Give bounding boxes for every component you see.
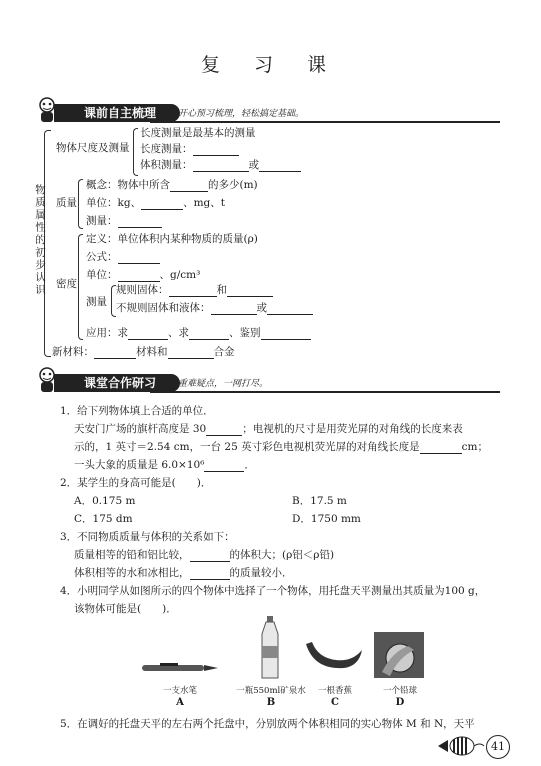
q4-stem2: 该物体可能是( )． <box>74 603 177 615</box>
answer-blank[interactable] <box>118 252 160 264</box>
q3-l1b: 的体积大；(ρ铝＜ρ铅) <box>229 549 335 561</box>
item-letter-c[interactable]: C <box>331 697 339 708</box>
section-banner-preview <box>40 104 500 124</box>
size-line3-text: 体积测量： <box>140 159 193 171</box>
page-number-text: 41 <box>491 740 505 753</box>
answer-blank[interactable] <box>128 328 168 340</box>
item-label-b: 一瓶550ml矿泉水 <box>236 686 306 696</box>
page-number <box>486 735 510 759</box>
answer-blank[interactable] <box>118 216 162 228</box>
q4-stem: 4．小明同学从如图所示的四个物体中选择了一个物体，用托盘天平测量出其质量为100 g， <box>60 585 486 597</box>
section-banner-label: 课堂合作研习 <box>54 374 180 392</box>
mass-unit-a: 单位：kg、 <box>86 197 142 209</box>
density-formula <box>86 250 160 264</box>
answer-blank[interactable] <box>227 285 273 297</box>
q3-l2b: 的质量较小． <box>229 567 293 579</box>
q3-l1a: 质量相等的铅和铝比较， <box>74 549 190 561</box>
item-label-d: 一个铅球 <box>382 686 417 696</box>
banana-image <box>304 640 364 674</box>
measure-solid <box>116 283 273 297</box>
q1-l2b: cm； <box>461 441 488 453</box>
item-letter-b[interactable]: B <box>266 697 276 708</box>
q5-stem: 5．在调好的托盘天平的左右两个托盘中，分别放两个体积相同的实心物体 M 和 N，天平 <box>60 718 475 730</box>
new-material-b: 材料和 <box>136 346 168 358</box>
answer-blank[interactable] <box>190 550 230 562</box>
q2-stem: 2．某学生的身高可能是( )． <box>60 477 212 489</box>
q1-line1 <box>74 422 463 436</box>
answer-blank[interactable] <box>261 328 311 340</box>
page-number-decoration <box>432 734 512 758</box>
measure-irregular <box>116 301 313 315</box>
measure-solid-and: 和 <box>216 284 227 296</box>
q2-option-c[interactable]: C．175 dm <box>74 513 133 525</box>
item-label-a: 一支水笔 <box>162 686 197 696</box>
answer-blank[interactable] <box>168 347 214 359</box>
q3-line2 <box>74 566 293 580</box>
mass-unit-b: 、mg、t <box>183 197 225 209</box>
q1-line3 <box>74 458 255 472</box>
size-line3 <box>140 158 301 172</box>
measure-irregular-or: 或 <box>256 302 267 314</box>
item-letter-d[interactable]: D <box>395 697 405 708</box>
q2-option-d[interactable]: D．1750 mm <box>292 513 361 525</box>
density-label: 密度 <box>56 278 77 290</box>
answer-blank[interactable] <box>169 285 217 297</box>
pen-image <box>140 660 220 674</box>
q1-l1b: ；电视机的尺寸是用荧光屏的对角线的长度来表 <box>242 423 463 435</box>
answer-blank[interactable] <box>118 270 160 282</box>
item-letter-a[interactable]: A <box>176 697 184 708</box>
density-apply-a: 应用：求 <box>86 327 128 339</box>
q2-option-b[interactable]: B．17.5 m <box>292 495 347 507</box>
answer-blank[interactable] <box>193 144 239 156</box>
q3-stem: 3．不同物质质量与体积的关系如下： <box>60 531 235 543</box>
density-unit <box>86 268 200 282</box>
answer-blank[interactable] <box>206 424 242 436</box>
size-line2-text: 长度测量： <box>140 143 193 155</box>
page-title: 复 习 课 <box>200 54 341 76</box>
new-material <box>52 345 235 359</box>
q1-l1a: 天安门广场的旗杆高度是 30 <box>74 423 207 435</box>
density-unit-b: 、g/cm³ <box>159 269 201 281</box>
item-label-c: 一根香蕉 <box>317 686 352 696</box>
answer-blank[interactable] <box>259 160 301 172</box>
mass-concept-a: 概念：物体中所含 <box>86 179 170 191</box>
size-brace <box>133 128 138 176</box>
mass-concept-b: 的多少(m) <box>208 179 258 191</box>
q1-line2 <box>74 440 488 454</box>
root-label: 物质属性的初步认识 <box>34 184 46 297</box>
mass-brace <box>78 179 83 229</box>
size-line2 <box>140 142 239 156</box>
mass-measure <box>86 214 162 228</box>
section-tagline: 重难疑点，一网打尽。 <box>178 379 269 389</box>
measure-solid-a: 规则固体： <box>116 284 169 296</box>
q3-line1 <box>74 548 334 562</box>
q1-stem: 1．给下列物体填上合适的单位． <box>60 405 214 417</box>
answer-blank[interactable] <box>204 460 244 472</box>
q3-l2a: 体积相等的水和冰相比， <box>74 567 190 579</box>
q1-l3a: 一头大象的质量是 6.0×10⁶ <box>74 459 205 471</box>
q1-l3b: ． <box>244 459 255 471</box>
mass-measure-text: 测量： <box>86 215 118 227</box>
answer-blank[interactable] <box>193 160 249 172</box>
measure-irregular-a: 不规则固体和液体： <box>116 302 211 314</box>
q2-option-a[interactable]: A．0.175 m <box>74 495 136 507</box>
answer-blank[interactable] <box>267 303 313 315</box>
section-divider <box>150 121 500 123</box>
answer-blank[interactable] <box>94 347 136 359</box>
mass-label: 质量 <box>56 197 77 209</box>
new-material-a: 新材料： <box>52 346 94 358</box>
or-text: 或 <box>248 159 259 171</box>
q1-l2a: 示的，1 英寸＝2.54 cm，一台 25 英寸彩色电视机荧光屏的对角线长度是 <box>74 441 420 453</box>
size-line1: 长度测量是最基本的测量 <box>140 127 256 139</box>
answer-blank[interactable] <box>170 180 208 192</box>
density-unit-a: 单位： <box>86 269 118 281</box>
answer-blank[interactable] <box>141 198 183 210</box>
water-bottle-image <box>259 616 281 680</box>
density-def: 定义：单位体积内某种物质的质量(ρ) <box>86 233 258 245</box>
section-tagline: 开心预习梳理，轻松搞定基础。 <box>178 109 305 119</box>
new-material-c: 合金 <box>213 346 235 358</box>
density-apply <box>86 326 311 340</box>
answer-blank[interactable] <box>189 328 229 340</box>
density-brace <box>78 234 83 340</box>
answer-blank[interactable] <box>211 303 257 315</box>
answer-blank[interactable] <box>420 442 462 454</box>
density-apply-b: 、求 <box>168 327 189 339</box>
size-label: 物体尺度及测量 <box>56 142 130 154</box>
section-banner-class <box>40 374 500 394</box>
density-formula-text: 公式： <box>86 251 118 263</box>
mass-concept <box>86 178 258 192</box>
mass-unit <box>86 196 225 210</box>
section-divider <box>150 391 500 393</box>
section-banner-label: 课前自主梳理 <box>54 104 180 122</box>
density-measure-label: 测量 <box>86 296 107 308</box>
answer-blank[interactable] <box>190 568 230 580</box>
shot-put-image <box>374 632 424 678</box>
density-apply-c: 、鉴别 <box>229 327 261 339</box>
